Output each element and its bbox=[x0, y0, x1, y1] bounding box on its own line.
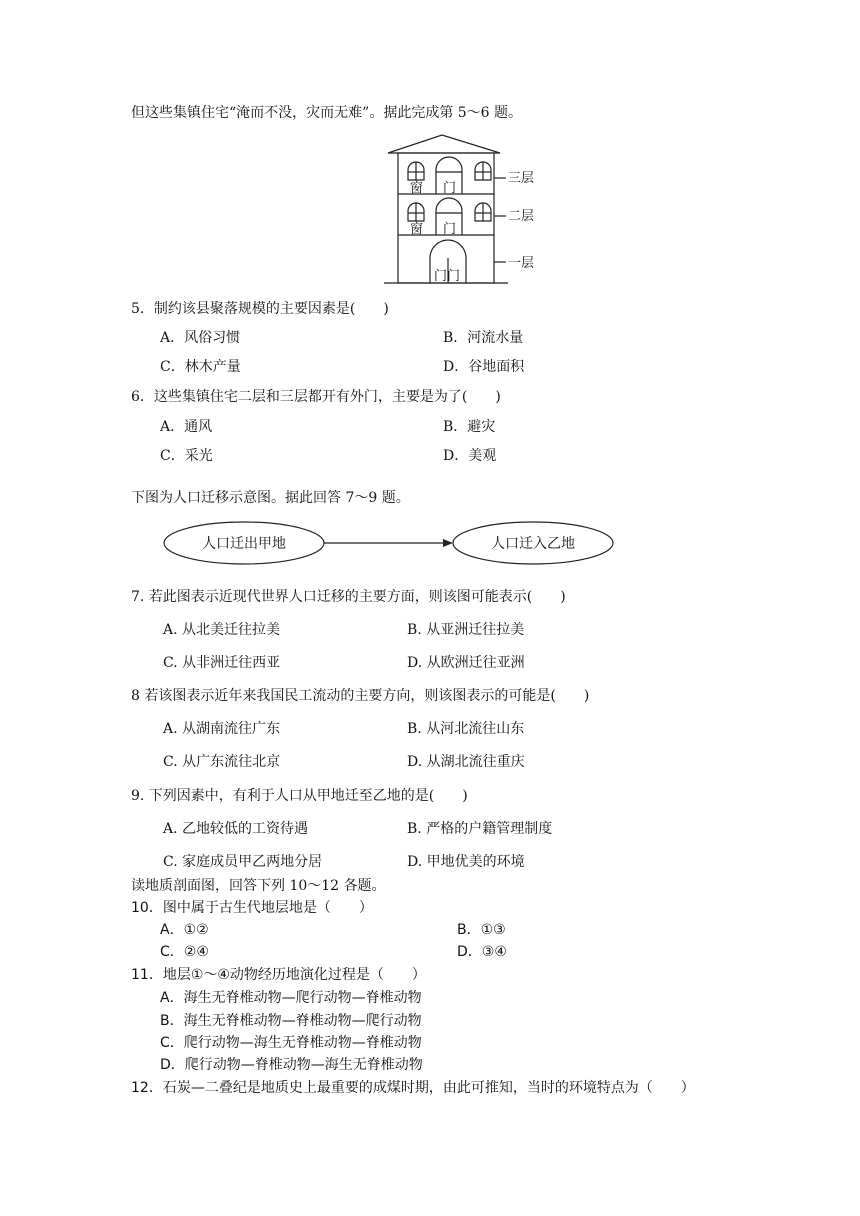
intro-5-6: 但这些集镇住宅“淹而不没，灾而无难”。据此完成第 5～6 题。 bbox=[131, 105, 523, 121]
q6-option-b: B．避灾 bbox=[443, 419, 496, 435]
q7-stem: 7. 若此图表示近现代世界人口迁移的主要方面，则该图可能表示( ) bbox=[131, 589, 566, 605]
q6-option-d: D．美观 bbox=[443, 448, 497, 464]
q5-option-d: D．谷地面积 bbox=[443, 359, 525, 375]
q9-option-c: C. 家庭成员甲乙两地分居 bbox=[163, 854, 323, 870]
floor3-label: 三层 bbox=[508, 171, 535, 186]
q6-option-a: A．通风 bbox=[160, 419, 213, 435]
q8-stem: 8 若该图表示近年来我国民工流动的主要方向，则该图表示的可能是( ) bbox=[131, 688, 590, 704]
q11-option-b: B．海生无脊椎动物—脊椎动物—爬行动物 bbox=[160, 1013, 422, 1029]
q5-option-b: B．河流水量 bbox=[443, 330, 524, 346]
floor1-label: 一层 bbox=[508, 256, 535, 271]
floor2-label: 二层 bbox=[508, 209, 535, 224]
q10-option-b: B．①③ bbox=[457, 922, 506, 938]
q7-option-d: D. 从欧洲迁往亚洲 bbox=[407, 655, 525, 671]
q10-option-a: A．①② bbox=[160, 922, 209, 938]
q7-option-a: A. 从北美迁往拉美 bbox=[163, 622, 281, 638]
intro-7-9: 下图为人口迁移示意图。据此回答 7～9 题。 bbox=[131, 490, 410, 506]
intro-10-12: 读地质剖面图，回答下列 10～12 各题。 bbox=[131, 878, 386, 894]
q9-option-d: D. 甲地优美的环境 bbox=[407, 854, 525, 870]
migration-left-label: 人口迁出甲地 bbox=[202, 536, 286, 552]
q11-option-c: C．爬行动物—海生无脊椎动物—脊椎动物 bbox=[160, 1035, 422, 1051]
q11-option-d: D．爬行动物—脊椎动物—海生无脊椎动物 bbox=[160, 1057, 423, 1073]
q11-stem: 11．地层①～④动物经历地演化过程是（ ） bbox=[131, 967, 426, 983]
q9-stem: 9. 下列因素中，有利于人口从甲地迁至乙地的是( ) bbox=[131, 788, 468, 804]
building-diagram bbox=[380, 132, 560, 290]
q5-option-c: C．林木产量 bbox=[160, 359, 241, 375]
window-label: 窗 bbox=[410, 181, 424, 196]
migration-right-label: 人口迁入乙地 bbox=[491, 536, 575, 552]
q9-option-b: B. 严格的户籍管理制度 bbox=[407, 821, 553, 837]
q6-option-c: C．采光 bbox=[160, 448, 213, 464]
q5-stem: 5．制约该县聚落规模的主要因素是( ) bbox=[131, 301, 389, 317]
door-label: 门 bbox=[443, 181, 457, 196]
q10-option-c: C．②④ bbox=[160, 944, 209, 960]
q8-option-b: B. 从河北流往山东 bbox=[407, 721, 525, 737]
q10-stem: 10．图中属于古生代地层地是（ ） bbox=[131, 900, 373, 916]
window-label: 窗 bbox=[410, 222, 424, 237]
door-pair-label: 门门 bbox=[434, 269, 461, 284]
q10-option-d: D．③④ bbox=[457, 944, 507, 960]
door-label: 门 bbox=[443, 222, 457, 237]
q8-option-d: D. 从湖北流往重庆 bbox=[407, 754, 525, 770]
q6-stem: 6．这些集镇住宅二层和三层都开有外门，主要是为了( ) bbox=[131, 389, 501, 405]
q5-option-a: A．风俗习惯 bbox=[160, 330, 241, 346]
q9-option-a: A. 乙地较低的工资待遇 bbox=[163, 821, 309, 837]
q12-stem: 12．石炭—二叠纪是地质史上最重要的成煤时期，由此可推知，当时的环境特点为（ ） bbox=[131, 1080, 695, 1096]
q7-option-b: B. 从亚洲迁往拉美 bbox=[407, 622, 525, 638]
q8-option-c: C. 从广东流往北京 bbox=[163, 754, 281, 770]
q7-option-c: C. 从非洲迁往西亚 bbox=[163, 655, 281, 671]
migration-diagram bbox=[160, 518, 620, 568]
q8-option-a: A. 从湖南流往广东 bbox=[163, 721, 281, 737]
q11-option-a: A．海生无脊椎动物—爬行动物—脊椎动物 bbox=[160, 990, 422, 1006]
